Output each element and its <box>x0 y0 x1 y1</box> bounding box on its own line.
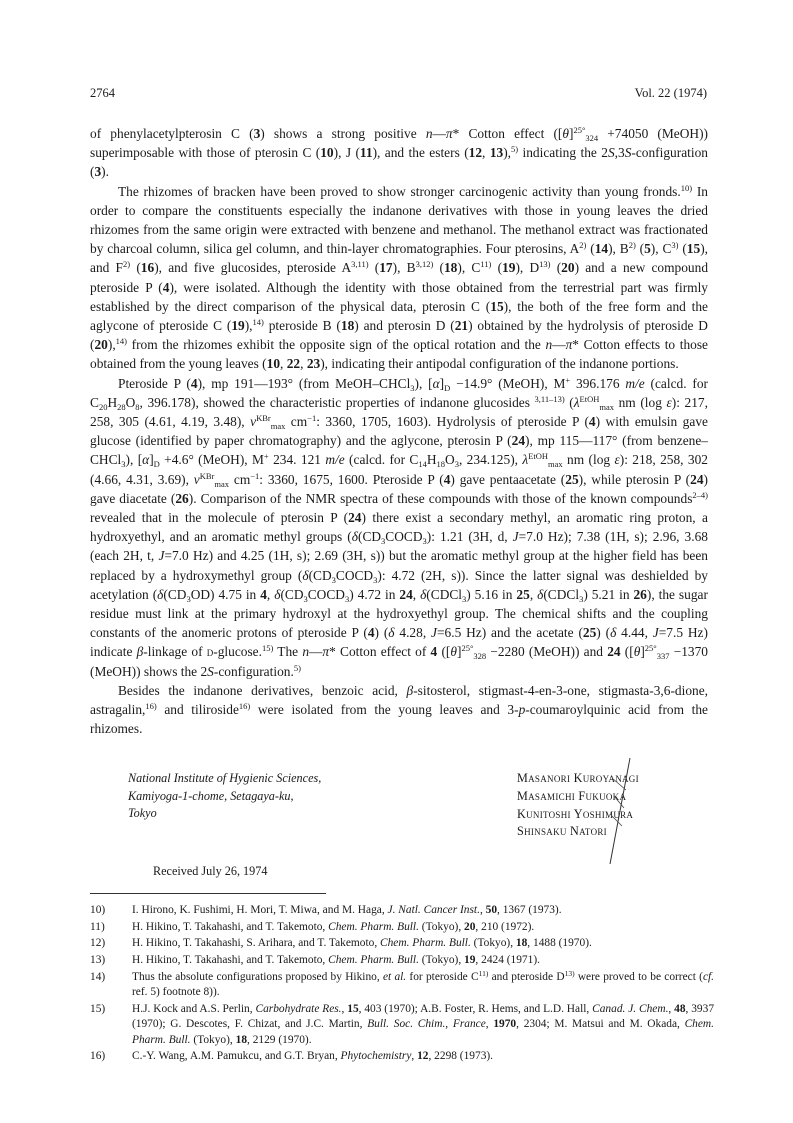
footnote: 14) Thus the absolute configurations proposed by Hikino, et al. for pteroside $C^{11)}$ and pteroside $D^{13)}$ were proved to be correct (cf. ref. 5) footnote 8)). <box>90 968 715 999</box>
footnote-number: 12) <box>90 937 106 950</box>
received-date: Received July 26, 1974 <box>153 864 268 878</box>
footnote: 11) H. Hikino, T. Takahashi, and T. Takemoto, Chem. Pharm. Bull. (Tokyo), 20, 210 (1972). <box>90 920 714 935</box>
journal-volume: Vol. 22 (1974) <box>634 86 707 100</box>
footnote-number: 11) <box>90 920 105 933</box>
author-name: Kunitoshi Yoshimura <box>517 806 634 821</box>
footnote-number: 13) <box>90 954 106 967</box>
footnote: 12) H. Hikino, T. Takahashi, S. Arihara, and T. Takemoto, Chem. Pharm. Bull. (Tokyo), 18, 1488 (1970). <box>90 936 714 951</box>
page-header <box>90 86 707 102</box>
handwritten-mark <box>604 756 634 866</box>
paragraph-2: The rhizomes of bracken have been proved to show stronger carcinogenic activity than young fronds.$^{10)}$ In order to compare the constituents especially the indanone derivatives with those in young leaves the dried rhizomes from the same origin were extracted with benzene and methanol. The methanol extract was fractionated by charcoal column, silica gel column, and thin-layer chromatographies. Four pterosins, $A^{2)}$ (14), $B^{2)}$ (5), $C^{3)}$ (15), and $F^{2)}$ (16), and five glucosides, pteroside A$^{3,11)}$ (17), B$^{3,12)}$ (18), $C^{11)}$ (19), $D^{13)}$ (20) and a new compound pteroside P (4), were isolated. Although the identity with those obtained from the terrestrial part was firmly established by the direct comparison of the physical data, pterosin C (15), the both of the free form and the aglycone of pteroside C (19),$^{14)}$ pteroside B (18) and pterosin D (21) obtained by the hydrolysis of pteroside D (20),$^{14)}$ from the rhizomes exhibit the opposite sign of the optical rotation and the n—π* Cotton effects to those obtained from the young leaves (10, 22, 23), indicating their antipodal configuration of the indanone portions. <box>90 182 709 372</box>
footnote-number: 15) <box>90 1002 106 1015</box>
footnote-number: 10) <box>90 904 106 916</box>
footnote-number: 14) <box>90 970 106 983</box>
paragraph-4: Besides the indanone derivatives, benzoic acid, β-sitosterol, stigmast-4-en-3-one, stigmasta-3,6-dione, astragalin,$^{16)}$ and tiliroside$^{16)}$ were isolated from the young leaves and 3-p-coumaroylquinic acid from the rhizomes. <box>90 682 708 737</box>
paragraph-3: Pteroside P (4), mp 191—193° (from MeOH–CHCl$_3$), $[\alpha]_D -14.9^\circ$ (MeOH), M+ 396.176 m/e (calcd. for $C_{20}H_{28}O_8$, 396.178), showed the characteristic properties of indanone glucosides $^{3,11-13)}$ ($\lambda^{EtOH}_{max}$ nm (log ε): 217, 258, 305 (4.61, 4.19, 3.48), $\nu^{KBr}_{max}$ $cm^{-1}$: 3360, 1705, 1603). Hydrolysis of pteroside P (4) with emulsin gave glucose (identified by paper chromatography) and the aglycone, pterosin P (24), mp 115—117° (from benzene–CHCl$_3$), $[\alpha]_D +4.6^\circ$ (MeOH), M+ 234. 121 m/e (calcd. for $C_{14}H_{18}O_3$, 234.125), $\lambda^{EtOH}_{max}$ nm (log ε): 218, 258, 302 (4.66, 4.31, 3.69), $\nu^{KBr}_{max}$ $cm^{-1}$: 3360, 1675, 1600. Pteroside P (4) gave pentaacetate (25), while pterosin P (24) gave diacetate (26). Comparison of the NMR spectra of these compounds with those of the known compounds$^{2-4)}$ revealed that in the molecule of pterosin P (24) there exist a secondary methyl, an aromatic ring proton, a hydroxyethyl, and an aromatic methyl groups ($\delta(CD_3COCD_3)$: 1.21 (3H, d, J=7.0 Hz); 7.38 (1H, s); 2.96, 3.68 (each 2H, t, J=7.0 Hz) and 4.25 (1H, s); 2.69 (3H, s)) but the aromatic methyl group at the higher field has been replaced by a hydroxymethyl group ($\delta(CD_3COCD_3)$: 4.72 (2H, s)). Since the latter signal was deshielded by acetylation ($\delta(CD_3OD)$ 4.75 in 4, $\delta(CD_3COCD_3)$ 4.72 in 24, δ(CDCl$_3$) 5.16 in 25, δ(CDCl$_3$) 5.21 in 26), the sugar residue must link at the primary hydroxyl at the hydroxyethyl group. The chemical shifts and the coupling constants of the anomeric protons of pteroside P (4) (δ 4.28, J=6.5 Hz) and the acetate (25) (δ 4.44, J=7.5 Hz) indicate β-linkage of d-glucose.$^{15)}$ The n—π* Cotton effect of 4 ($[\theta]^{25^\circ}_{328} -2280$ (MeOH)) and 24 ($[\theta]^{25^\circ}_{337} -1370$ (MeOH)) shows the 2S-configuration.$^{5)}$ <box>90 374 708 679</box>
paragraph-1: of phenylacetylpterosin C (3) shows a strong positive n—π* Cotton effect ($[\theta]^{25^\circ}_{324} +74050$ (MeOH)) superimposable with those of pterosin C (10), J (11), and the esters (12, 13),$^{5)}$ indicating the 2S,3S-configuration (3). <box>90 125 708 180</box>
author-name: Masamichi Fukuoka <box>517 788 627 803</box>
affiliation-line: Kamiyoga-1-chome, Setagaya-ku, <box>128 788 294 803</box>
article-body <box>90 124 708 739</box>
author-name: Shinsaku Natori <box>517 824 607 839</box>
footnote: 15) H.J. Kock and A.S. Perlin, Carbohydrate Res., 15, 403 (1970); A.B. Foster, R. Hems, and L.D. Hall, Canad. J. Chem., 48, 3937 (1970); G. Descotes, F. Chizat, and J.C. Martin, Bull. Soc. Chim., France, 1970, 2304; M. Matsui and M. Okada, Chem. Pharm. Bull. (Tokyo), 18, 2129 (1970). <box>90 1002 715 1046</box>
author-name: Masanori Kuroyanagi <box>517 771 639 785</box>
footnote-rule <box>90 893 326 894</box>
footnote: 13) H. Hikino, T. Takahashi, and T. Takemoto, Chem. Pharm. Bull. (Tokyo), 19, 2424 (1971). <box>90 953 714 968</box>
affiliation <box>128 770 321 823</box>
affiliation-line: Tokyo <box>128 806 157 820</box>
footnote: 10) I. Hirono, K. Fushimi, H. Mori, T. Miwa, and M. Haga, J. Natl. Cancer Inst., 50, 1367 (1973). <box>90 903 714 918</box>
footnote-number: 16) <box>90 1050 106 1063</box>
page-number: 2764 <box>90 86 115 100</box>
affiliation-line: National Institute of Hygienic Sciences, <box>128 771 322 785</box>
footnote: 16) C.-Y. Wang, A.M. Pamukcu, and G.T. Bryan, Phytochemistry, 12, 2298 (1973). <box>90 1049 714 1064</box>
footnotes <box>90 903 714 1066</box>
